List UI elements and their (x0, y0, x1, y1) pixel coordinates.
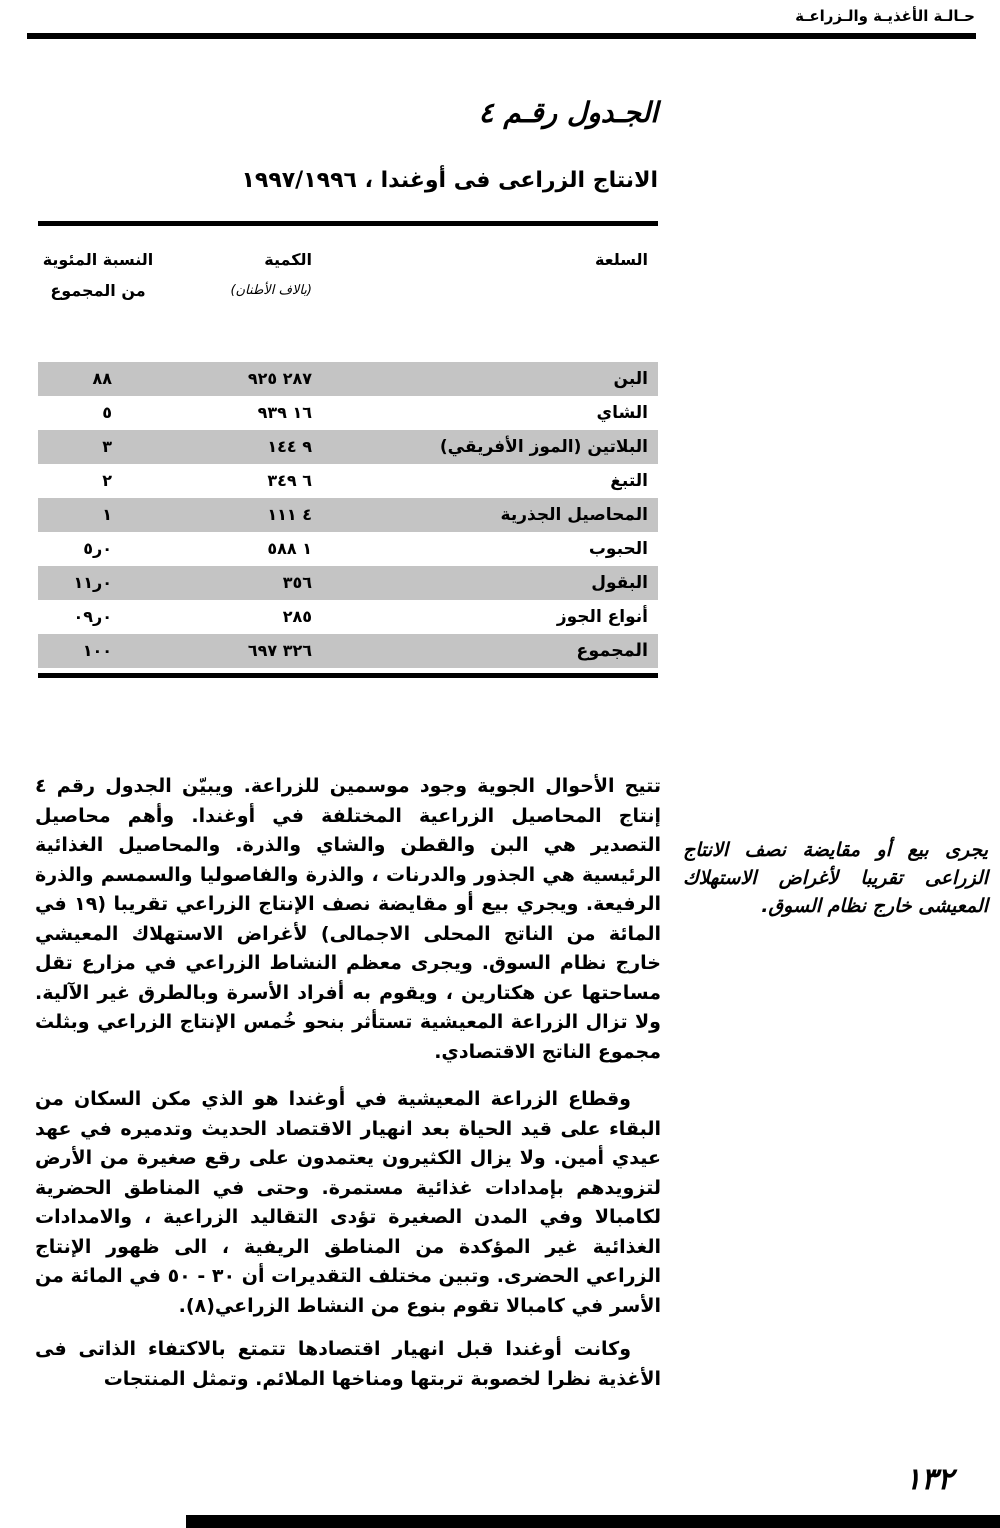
commodity-cell: البلاتين (الموز الأفريقي) (439, 437, 648, 457)
table-row-root-crops (38, 498, 658, 532)
percent-cell: ٨٨ (92, 369, 112, 388)
percent-cell: ٥ (102, 403, 112, 422)
table-body (38, 362, 658, 668)
table-row-plantain (38, 430, 658, 464)
quantity-cell: ١٦ ٩٣٩ (257, 403, 312, 422)
header-rule (27, 33, 976, 39)
commodity-cell: الشاي (596, 403, 648, 423)
quantity-cell: ٩ ١٤٤ (267, 437, 312, 456)
commodity-cell: أنواع الجوز (556, 607, 648, 627)
footer-bar (186, 1515, 1000, 1528)
commodity-cell: البن (613, 369, 648, 389)
total-quantity-cell: ٣٢٦ ٦٩٧ (247, 641, 312, 660)
commodity-cell: التبغ (610, 471, 648, 491)
table-header-row (38, 226, 658, 362)
quantity-cell: ٢٨٥ (282, 607, 312, 626)
percent-cell: ١ (102, 505, 112, 524)
percent-cell: ٢ (102, 471, 112, 490)
total-percent-cell: ١٠٠ (82, 641, 112, 660)
table-row-coffee (38, 362, 658, 396)
col-header-quantity-unit: (بالاف الأطنان) (230, 283, 312, 298)
col-header-percent-line2: من المجموع (50, 281, 146, 300)
col-header-percent (38, 250, 158, 362)
table-row-cereals (38, 532, 658, 566)
body-paragraph-1: تتيح الأحوال الجوية وجود موسمين للزراعة. ويبيّن الجدول رقم ٤ إنتاج المحاصيل الزراعية المختلفة في أوغندا. وأهم محاصيل التصدير هي البن والقطن والشاي والذرة. والمحاصيل الغذائية الرئيسية هي الجذور والدرنات ، والذرة والفاصوليا والسمسم والذرة الرفيعة. ويجري بيع أو مقايضة نصف الإنتاج الزراعي تقريبا (١٩ في المائة من الناتج المحلى الاجمالى) لأغراض الاستهلاك المعيشي خارج نظام السوق. ويجرى معظم النشاط الزراعي في مزارع تقل مساحتها عن هكتارين ، ويقوم به أفراد الأسرة وبالطرق غير الآلية. ولا تزال الزراعة المعيشية تستأثر بنحو خُمس الإنتاج الزراعي وبثلث مجموع الناتج الاقتصادي. (35, 775, 661, 1063)
percent-cell: ٠ر٥ (83, 539, 112, 558)
commodity-cell: المحاصيل الجذرية (500, 505, 648, 525)
table-row-tea (38, 396, 658, 430)
production-table (38, 221, 658, 678)
running-header-title: حـالـة الأغذيـة والـزراعـة (795, 7, 975, 25)
body-text-column (35, 772, 661, 1394)
percent-cell: ٠ر٠٩ (73, 607, 112, 626)
col-header-quantity-label: الكمية (264, 250, 312, 269)
page-number: ١٣٢ (905, 1462, 954, 1497)
quantity-cell: ١ ٥٨٨ (267, 539, 312, 558)
table-row-nuts (38, 600, 658, 634)
col-header-percent-line1: النسبة المئوية (42, 250, 154, 269)
table-row-tobacco (38, 464, 658, 498)
body-paragraph-2: وقطاع الزراعة المعيشية في أوغندا هو الذي مكن السكان من البقاء على قيد الحياة بعد انهيار الاقتصاد الحديث وتدميره في عهد عيدي أمين. ولا يزال الكثيرون يعتمدون على رقع صغيرة من الأرض لتزويدهم بإمدادات غذائية مستمرة. وحتى في المناطق الحضرية لكامبالا وفي المدن الصغيرة تؤدى التقاليد الزراعية ، والامدادات الغذائية غير المؤكدة من المناطق الريفية ، الى ظهور الإنتاج الزراعي الحضرى. وتبين مختلف التقديرات أن ٣٠ - ٥٠ في المائة من الأسر في كامبالا تقوم بنوع من النشاط الزراعي(٨). (35, 1088, 661, 1317)
table-caption: الجـدول رقـم ٤ (478, 96, 658, 129)
commodity-cell: الحبوب (588, 539, 648, 559)
total-label-cell: المجموع (576, 641, 648, 661)
col-header-quantity (158, 250, 338, 362)
table-title: الانتاج الزراعى فى أوغندا ، ١٩٩٧/١٩٩٦ (241, 168, 658, 193)
table-total-row (38, 634, 658, 668)
percent-cell: ٣ (102, 437, 112, 456)
commodity-cell: البقول (591, 573, 648, 593)
quantity-cell: ٢٨٧ ٩٢٥ (247, 369, 312, 388)
running-header (795, 7, 975, 25)
quantity-cell: ٦ ٣٤٩ (267, 471, 312, 490)
percent-cell: ٠ر١١ (73, 573, 112, 592)
col-header-commodity: السلعة (594, 250, 648, 269)
table-row-pulses (38, 566, 658, 600)
quantity-cell: ٣٥٦ (282, 573, 312, 592)
quantity-cell: ٤ ١١١ (267, 505, 312, 524)
body-paragraph-3: وكانت أوغندا قبل انهيار اقتصادها تتمتع بالاكتفاء الذاتى فى الأغذية نظرا لخصوبة تربتها ومناخها الملائم. وتمثل المنتجات (35, 1338, 661, 1390)
margin-pullquote: يجرى بيع أو مقايضة نصف الانتاج الزراعى تقريبا لأغراض الاستهلاك المعيشى خارج نظام السوق. (683, 839, 988, 917)
